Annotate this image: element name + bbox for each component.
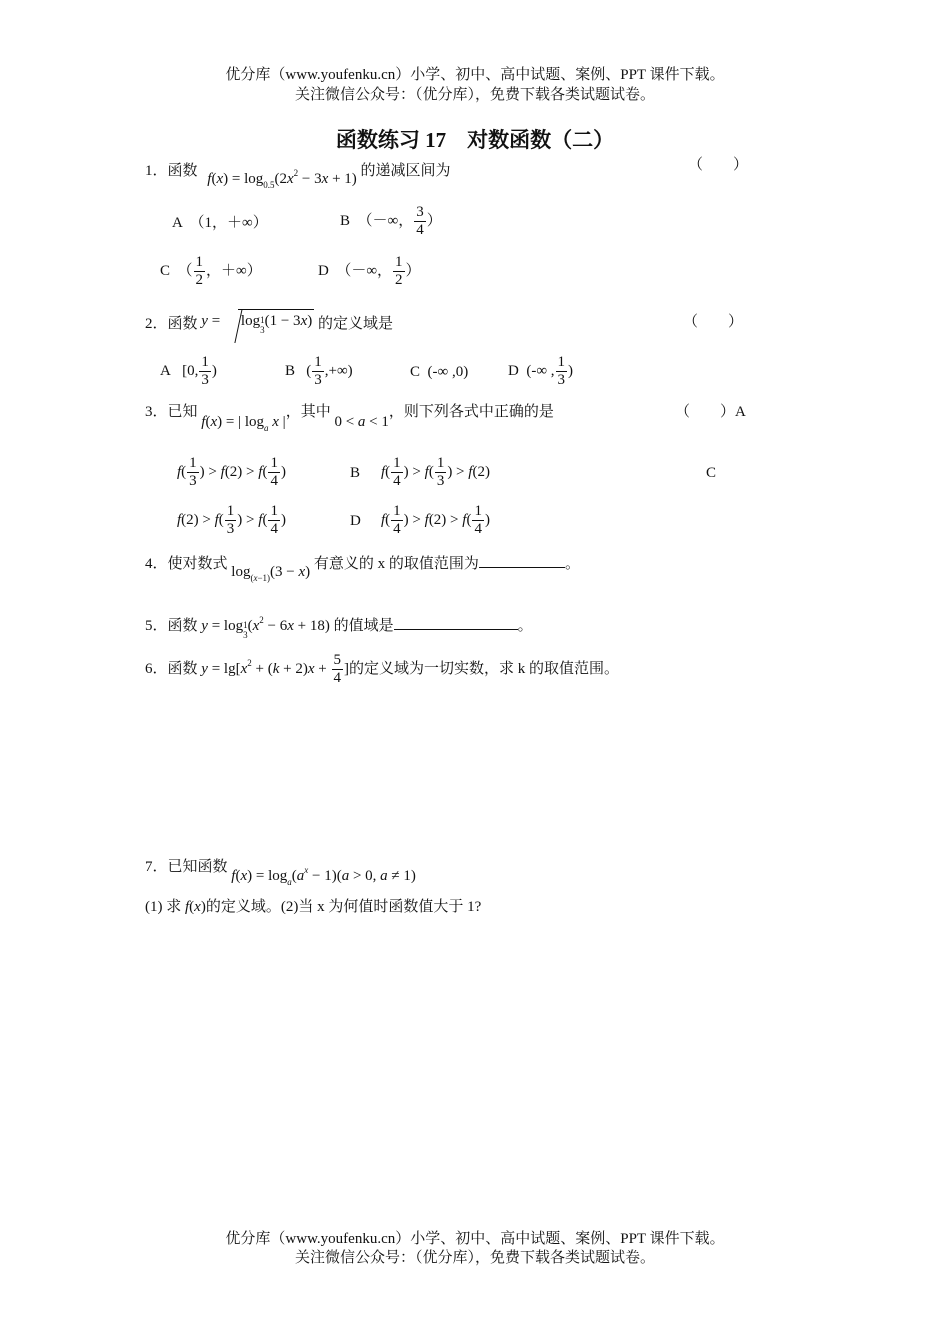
q2-lead: 函数 (167, 316, 198, 332)
q2-number: 2． (145, 316, 168, 332)
q3-option-a: f( $\frac{1}{3}$ ) > f(2) > f( $\frac{1}{4}$ ) (177, 455, 286, 489)
q4-tail: 有意义的 x 的取值范围为 (313, 556, 479, 572)
question-6 (145, 652, 619, 687)
question-5: 5．函数 y = log1 $3(x^2 - 6x + 18)$ 的值域是 。 (145, 615, 533, 640)
q3-mid: ，其中 (285, 404, 331, 420)
q7-parts: (1) 求 f(x)的定义域。(2)当 x 为何值时函数值大于 1? (145, 899, 482, 915)
q3-option-b: f( $\frac{1}{4}$ ) > f( $\frac{1}{3}$ ) > f(2) (381, 455, 490, 489)
q3-lead: 已知 (167, 404, 198, 420)
q3-tail: ，则下列各式中正确的是 (388, 404, 554, 420)
q4-answer-blank[interactable] (479, 553, 565, 568)
q1-lead: 函数 (167, 163, 198, 179)
header-line-2: 关注微信公众号：（优分库），免费下载各类试题试卷。 (294, 87, 655, 103)
q2-answer-paren: （ ） (683, 314, 744, 330)
footer-line-1: 优分库（www.youfenku.cn）小学、初中、高中试题、案例、PPT 课件下载。 (225, 1231, 725, 1247)
q6-lead: 函数 (167, 660, 198, 677)
q1-option-b: B （－∞， $\frac{3}{4}$ ） (340, 204, 442, 238)
q1-option-d: D （－∞， $\frac{1}{2}$ ） (318, 254, 421, 288)
q2-option-b: B ( $\frac{1}{3}$ ,+∞) (285, 354, 353, 388)
q1-answer-paren: （ ） (688, 157, 749, 173)
q4-number: 4． (145, 556, 168, 572)
q5-formula: y = log1 $3(x^2 - 6x + 18)$ (201, 615, 330, 640)
q3-answer-paren: （ ）A (675, 404, 746, 420)
q1-tail: 的递减区间为 (360, 163, 451, 179)
page-title: 函数练习 17 对数函数（二） (335, 128, 615, 152)
q1-formula: $f(x) = \log_{0.5}(2x^2 - 3x + 1)$ (207, 168, 357, 190)
question-7 (145, 851, 416, 887)
header-line-1: 优分库（www.youfenku.cn）小学、初中、高中试题、案例、PPT 课件下载。 (225, 67, 725, 83)
q7-lead: 已知函数 (167, 859, 228, 875)
q3-option-c: f(2) > f( $\frac{1}{3}$ ) > f( $\frac{1}{4}$ ) (177, 503, 286, 537)
q3-option-d-label: D (350, 513, 361, 529)
q2-formula: y = log1 3(1 − 3x) (201, 313, 314, 329)
q6-tail: 的定义域为一切实数，求 k 的取值范围。 (349, 660, 620, 677)
q4-lead: 使对数式 (167, 556, 228, 572)
question-3 (145, 402, 554, 433)
question-2 (145, 312, 393, 338)
q5-lead: 函数 (167, 618, 198, 634)
q1-option-a: A （1，＋∞） (172, 215, 268, 231)
q3-number: 3． (145, 404, 168, 420)
q2-tail: 的定义域是 (317, 316, 393, 332)
q5-tail: 的值域是 (333, 618, 394, 634)
q3-option-c-label: C (706, 465, 717, 481)
q5-answer-blank[interactable] (394, 615, 518, 630)
q5-number: 5． (145, 618, 168, 634)
question-1 (145, 155, 451, 190)
q4-formula: $\log_{(x-1)}(3 - x)$ (231, 564, 311, 583)
q2-option-d: D (-∞ , $\frac{1}{3}$ ) (508, 354, 574, 388)
q3-condition: 0 < a < 1 (334, 414, 389, 430)
q1-number: 1． (145, 163, 168, 179)
q1-option-c: C （ $\frac{1}{2}$ ，＋∞） (160, 254, 262, 288)
q6-formula: $y = \lg[x^2 + (k + 2)x$ + $\frac{5}{4}$ ] (201, 652, 349, 686)
question-4: 4．使对数式 $\log_{(x-1)}(3 - x)$ 有意义的 x 的取值范围为 。 (145, 553, 580, 580)
q2-option-a: A [0, $\frac{1}{3}$ ) (160, 354, 217, 388)
q7-number: 7． (145, 859, 168, 875)
q3-option-d: f( $\frac{1}{4}$ ) > f(2) > f( $\frac{1}{4}$ ) (381, 503, 490, 537)
q3-formula: f(x) = | $\log_a x$ | (201, 414, 286, 433)
q7-formula: $f(x) = \log_a(a^x - 1)(a > 0$, a ≠ 1) (231, 865, 416, 887)
q6-number: 6． (145, 660, 168, 677)
footer-line-2: 关注微信公众号：（优分库），免费下载各类试题试卷。 (294, 1250, 655, 1266)
q2-option-c: C (-∞ ,0) (410, 364, 469, 380)
q3-option-b-label: B (350, 465, 361, 481)
